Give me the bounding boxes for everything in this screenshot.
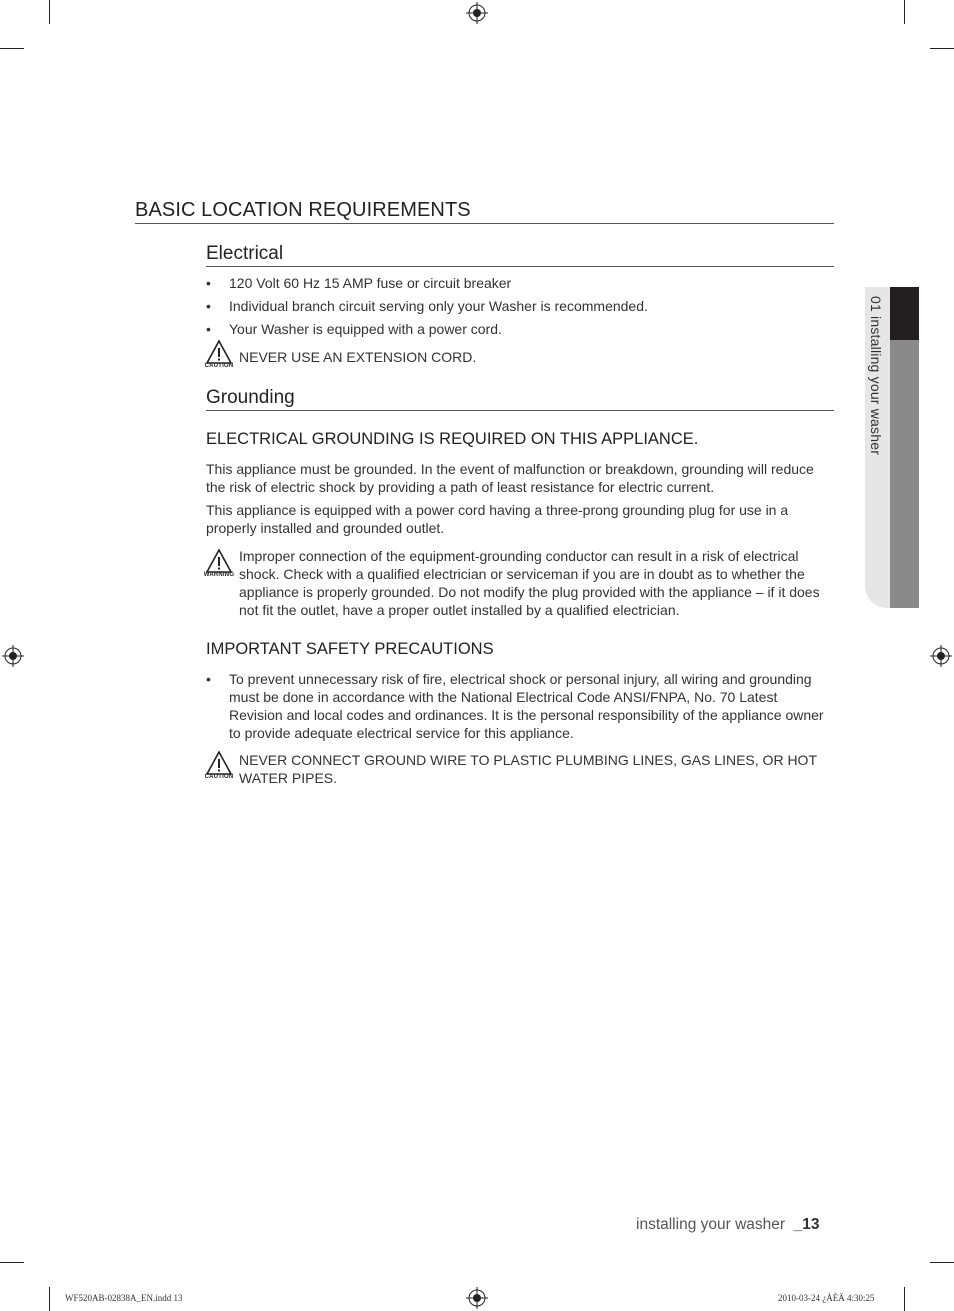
grounding-paragraph: This appliance is equipped with a power cord having a three-prong grounding plug for use in a properly installed and grounded outlet. bbox=[206, 502, 789, 536]
list-item: • To prevent unnecessary risk of fire, electrical shock or personal injury, all wiring and grounding must be done in accordance with the National Electrical Code ANSI/FNPA, No. 70 Latest Revision and local codes and ordinances. It is the personal responsibility of the appliance owner to provide adequate electrical service for this appliance. bbox=[206, 670, 834, 742]
grounding-paragraph: This appliance must be grounded. In the event of malfunction or breakdown, grounding will reduce the risk of electric shock by providing a path of least resistance for electric current. bbox=[206, 461, 814, 495]
footer-section-name: installing your washer bbox=[636, 1216, 786, 1233]
crop-mark bbox=[904, 0, 905, 24]
crop-mark bbox=[0, 48, 24, 49]
crop-mark bbox=[49, 0, 50, 24]
warning-note bbox=[202, 547, 834, 619]
registration-mark-icon bbox=[466, 2, 488, 24]
chapter-tab-label: 01 installing your washer bbox=[868, 296, 884, 456]
list-item: • 120 Volt 60 Hz 15 AMP fuse or circuit breaker bbox=[206, 274, 834, 292]
grounding-subheading: ELECTRICAL GROUNDING IS REQUIRED ON THIS APPLIANCE. bbox=[206, 430, 699, 448]
crop-mark bbox=[904, 1287, 905, 1311]
caution-label: CAUTION bbox=[204, 774, 234, 780]
safety-heading: IMPORTANT SAFETY PRECAUTIONS bbox=[206, 640, 494, 658]
page-number: _13 bbox=[793, 1216, 820, 1233]
list-item: • Your Washer is equipped with a power cord. bbox=[206, 320, 834, 338]
chapter-tab-bar bbox=[890, 340, 919, 608]
warning-label: WARNING bbox=[203, 572, 235, 578]
registration-mark-icon bbox=[466, 1287, 488, 1309]
crop-mark bbox=[49, 1287, 50, 1311]
page-title: BASIC LOCATION REQUIREMENTS bbox=[135, 198, 834, 224]
chapter-tab-marker bbox=[890, 287, 919, 340]
safety-bullet-list bbox=[206, 670, 834, 742]
print-slug-right: 2010-03-24 ¿ÀÈÄ 4:30:25 bbox=[778, 1293, 875, 1303]
caution-text: NEVER CONNECT GROUND WIRE TO PLASTIC PLUMBING LINES, GAS LINES, OR HOT WATER PIPES. bbox=[239, 752, 817, 786]
registration-mark-icon bbox=[2, 645, 24, 667]
caution-note bbox=[202, 340, 834, 369]
warning-text: Improper connection of the equipment-grounding conductor can result in a risk of electrical shock. Check with a qualified electrician or serviceman if you are in doubt as to whether the appliance is properly grounded. Do not modify the plug provided with the appliance – if it does not fit the outlet, have a proper outlet installed by a qualified electrician. bbox=[239, 548, 820, 618]
section-heading-grounding: Grounding bbox=[206, 386, 834, 411]
registration-mark-icon bbox=[930, 645, 952, 667]
list-item: • Individual branch circuit serving only your Washer is recommended. bbox=[206, 297, 834, 315]
caution-note bbox=[202, 751, 834, 787]
print-slug-left: WF520AB-02838A_EN.indd 13 bbox=[65, 1293, 183, 1303]
section-heading-electrical: Electrical bbox=[206, 242, 834, 267]
crop-mark bbox=[0, 1262, 24, 1263]
caution-text: NEVER USE AN EXTENSION CORD. bbox=[239, 349, 477, 365]
crop-mark bbox=[930, 1262, 954, 1263]
crop-mark bbox=[930, 48, 954, 49]
electrical-bullet-list bbox=[206, 274, 834, 338]
caution-label: CAUTION bbox=[204, 363, 234, 369]
caution-icon bbox=[202, 751, 236, 780]
caution-icon bbox=[202, 340, 236, 369]
warning-icon bbox=[202, 549, 236, 578]
page-footer bbox=[636, 1216, 820, 1234]
